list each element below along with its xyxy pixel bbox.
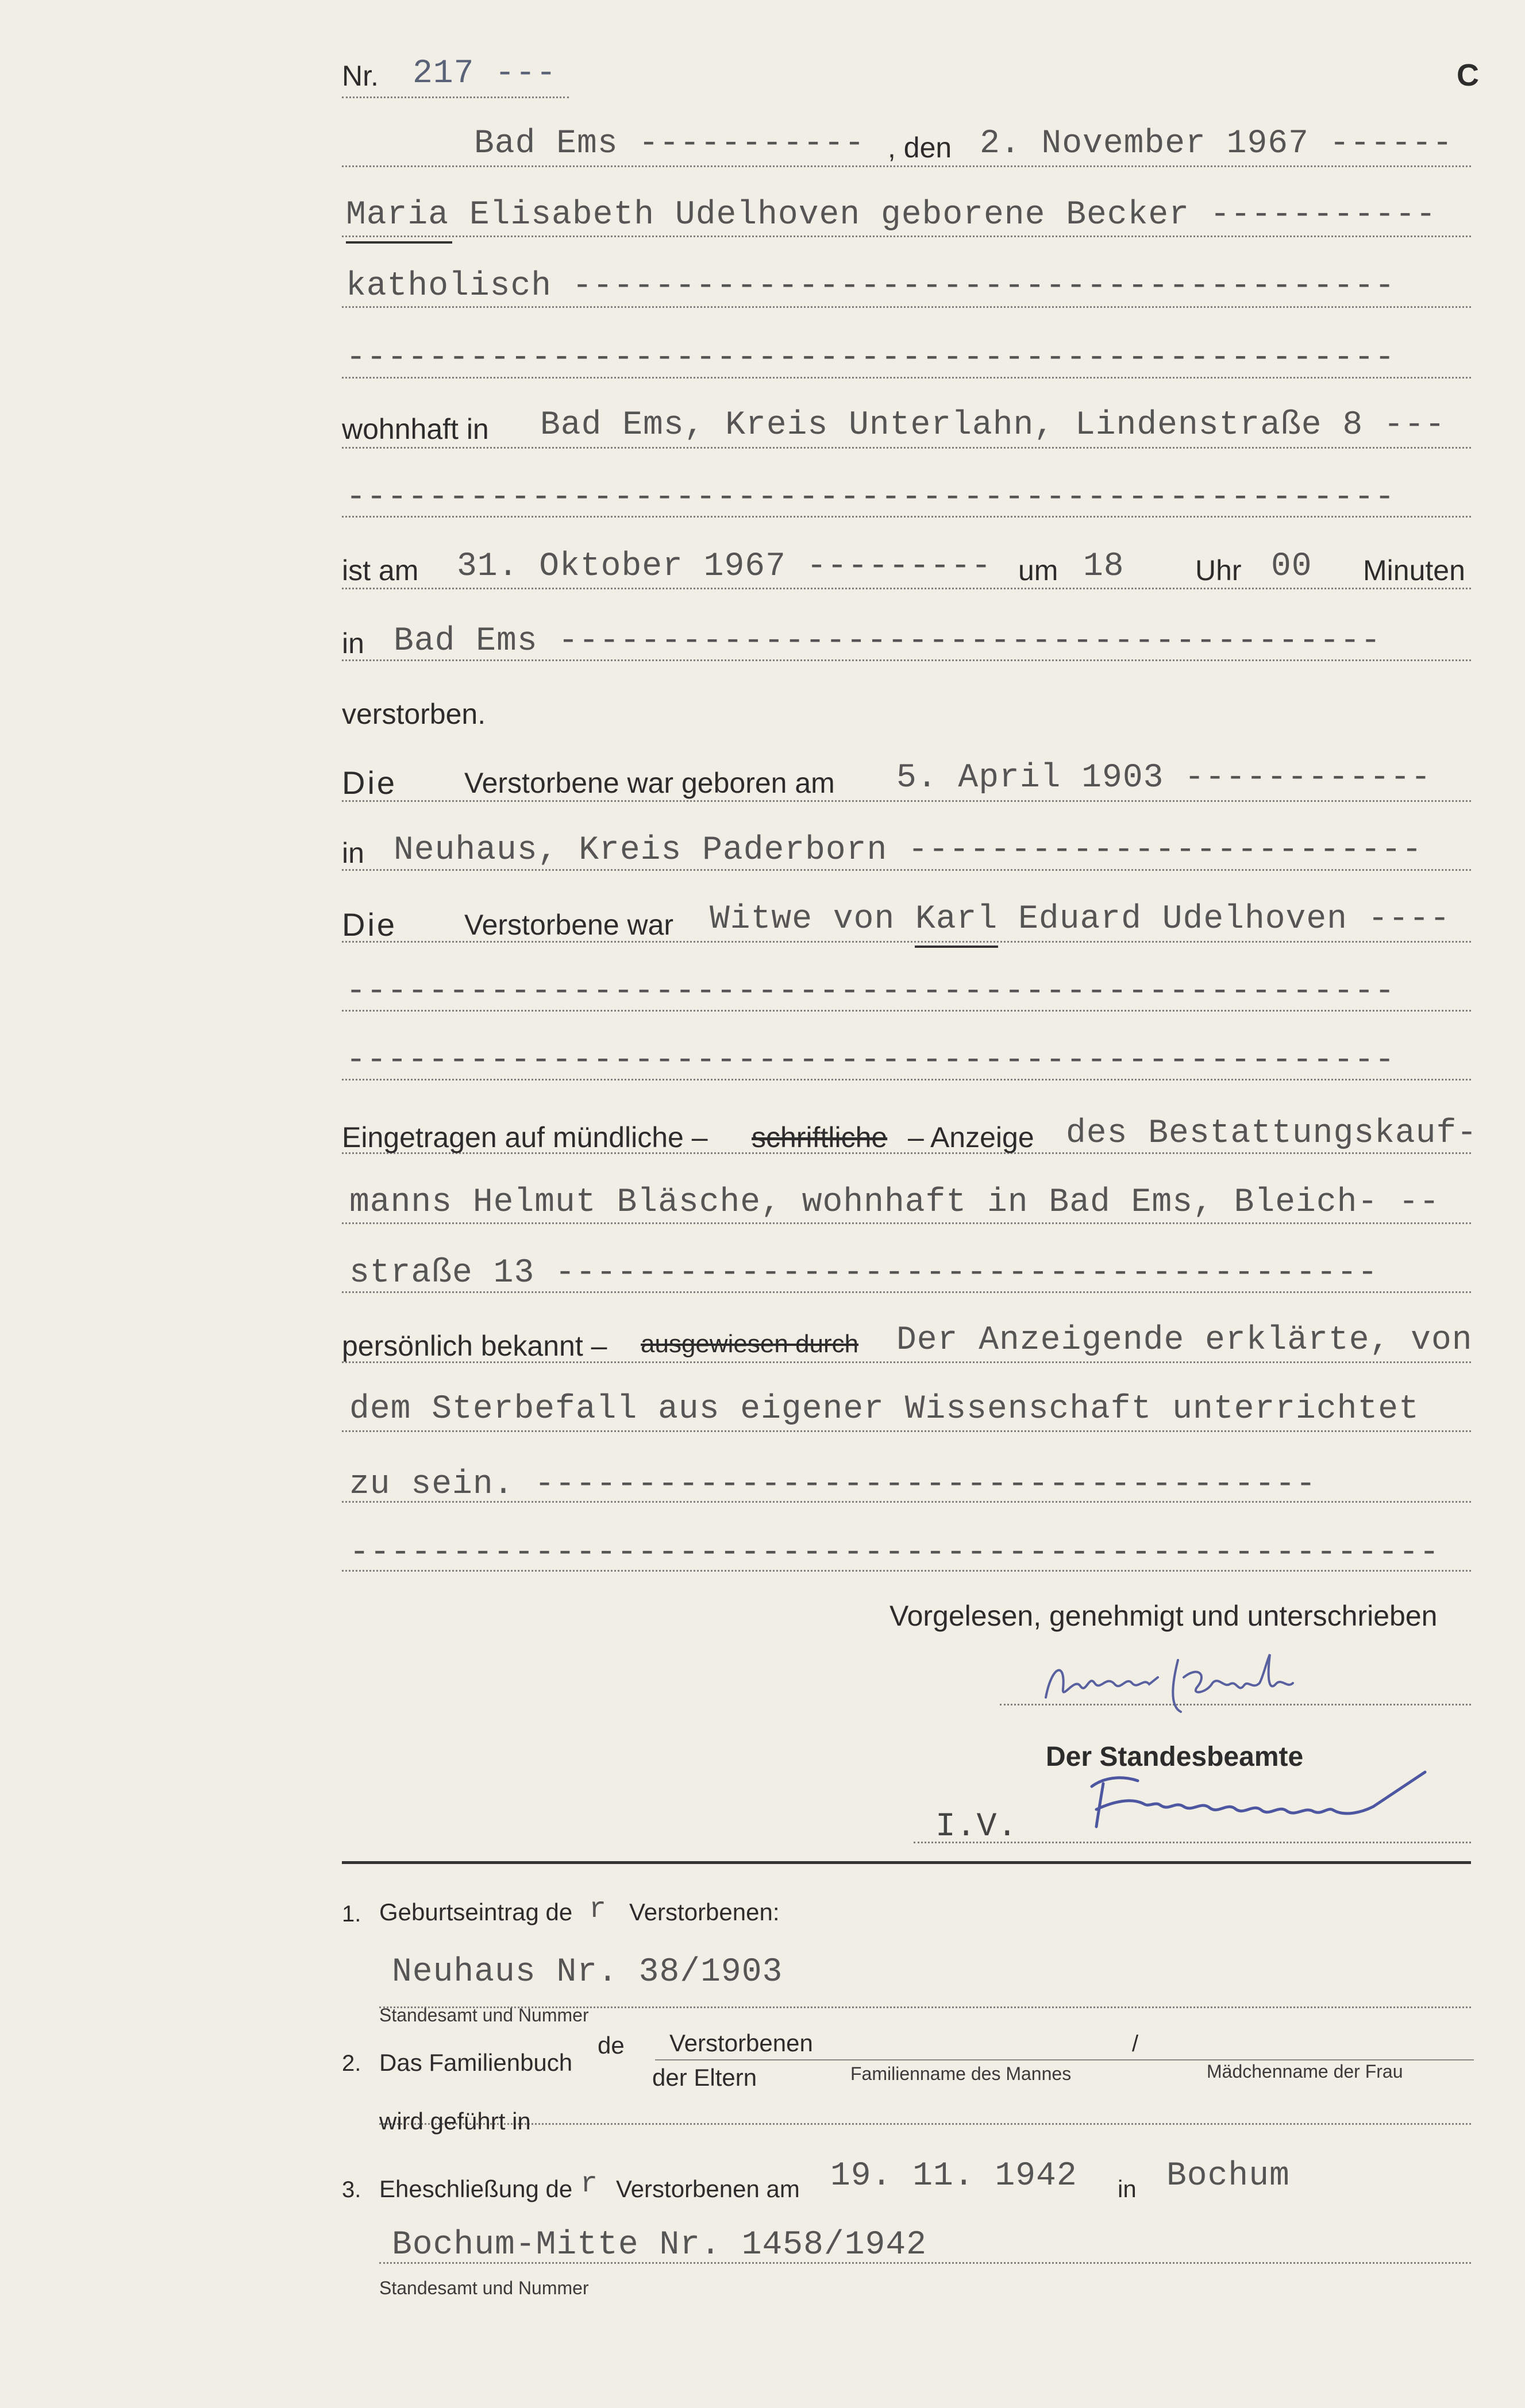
residence-value: Bad Ems, Kreis Unterlahn, Lindenstraße 8 --- xyxy=(540,407,1446,444)
um-label: um xyxy=(1018,554,1058,586)
verstorben-label: verstorben. xyxy=(342,698,486,730)
known-label: persönlich bekannt – xyxy=(342,1330,607,1362)
registration-struck-1: schriftliche xyxy=(752,1121,888,1153)
note3-value: Bochum-Mitte Nr. 1458/1942 xyxy=(392,2226,927,2264)
ist-am-label: ist am xyxy=(342,554,419,586)
note1-label-a: Geburtseintrag de xyxy=(379,1898,573,1925)
residence-blank: --------------------------------------------------- xyxy=(346,479,1396,516)
blank-fill-1: --------------------------------------------------- xyxy=(346,339,1396,377)
note2-caption-1: Familienname des Mannes xyxy=(850,2063,1072,2084)
note2-slash: / xyxy=(1132,2031,1139,2056)
note1-caption: Standesamt und Nummer xyxy=(379,2005,589,2025)
minuten-label: Minuten xyxy=(1363,554,1465,586)
nr-value: 217 --- xyxy=(413,55,557,92)
religion-value: katholisch ---------------------------------------- xyxy=(346,268,1396,305)
note2-de: de xyxy=(598,2032,625,2059)
date-value: 2. November 1967 ------ xyxy=(980,125,1453,163)
note1-num: 1. xyxy=(342,1901,361,1927)
registration-label-2: – Anzeige xyxy=(908,1121,1034,1153)
registration-value-2: manns Helmut Bläsche, wohnhaft in Bad Ems, Bleich- -- xyxy=(349,1184,1440,1221)
read-approved-label: Vorgelesen, genehmigt und unterschrieben xyxy=(889,1600,1438,1632)
note3-place: Bochum xyxy=(1166,2158,1290,2195)
death-minute: 00 xyxy=(1271,548,1312,585)
birth-text: Verstorbene war geboren am xyxy=(464,767,835,799)
marital-value: Witwe von Karl Eduard Udelhoven ---- xyxy=(710,901,1451,938)
note2-label: Das Familienbuch xyxy=(379,2049,573,2076)
registration-blank: ----------------------------------------------------- xyxy=(349,1534,1440,1572)
note1-label-b: Verstorbenen: xyxy=(629,1898,780,1925)
note3-label-b: Verstorbenen am xyxy=(616,2175,800,2202)
note2-label-2: wird geführt in xyxy=(379,2108,531,2135)
marital-die-label: Die xyxy=(342,906,398,943)
registration-value-1: des Bestattungskauf- xyxy=(1066,1115,1478,1152)
note3-suffix: r xyxy=(580,2168,599,2201)
note2-num: 2. xyxy=(342,2051,361,2076)
note1-value: Neuhaus Nr. 38/1903 xyxy=(392,1954,783,1991)
birth-date: 5. April 1903 ------------ xyxy=(896,759,1431,797)
registration-value-5: dem Sterbefall aus eigener Wissenschaft unterrichtet xyxy=(349,1391,1419,1428)
marital-blank-2: --------------------------------------------------- xyxy=(346,1042,1396,1079)
den-label: , den xyxy=(888,132,952,164)
note2-caption-2: Mädchenname der Frau xyxy=(1207,2061,1403,2082)
birth-die-label: Die xyxy=(342,765,398,801)
marital-blank-1: --------------------------------------------------- xyxy=(346,973,1396,1010)
death-place: Bad Ems ---------------------------------------- xyxy=(394,623,1381,660)
form-letter: C xyxy=(1457,58,1479,92)
note3-num: 3. xyxy=(342,2177,361,2202)
death-date: 31. Oktober 1967 --------- xyxy=(457,548,992,585)
place-value: Bad Ems ----------- xyxy=(474,125,865,163)
line-note2 xyxy=(379,2055,1471,2125)
registrar-label: Der Standesbeamte xyxy=(1046,1742,1304,1772)
nr-label: Nr. xyxy=(342,60,379,92)
note1-suffix: r xyxy=(589,1893,607,1926)
marital-text: Verstorbene war xyxy=(464,909,674,941)
note3-label-a: Eheschließung de xyxy=(379,2175,573,2202)
note3-caption: Standesamt und Nummer xyxy=(379,2278,589,2298)
registration-value-3: straße 13 ---------------------------------------- xyxy=(349,1255,1378,1292)
birth-place: Neuhaus, Kreis Paderborn ------------------------- xyxy=(394,832,1423,869)
person-name: Maria Elisabeth Udelhoven geborene Becker ----------- xyxy=(346,196,1437,234)
section-divider xyxy=(342,1801,1471,1864)
note2-opt1: Verstorbenen xyxy=(669,2029,813,2056)
note2-opt2: der Eltern xyxy=(652,2064,757,2091)
registration-value-6: zu sein. -------------------------------------- xyxy=(349,1466,1316,1503)
informant-signature xyxy=(1034,1643,1333,1718)
death-hour: 18 xyxy=(1083,548,1125,585)
registration-struck-2: ausgewiesen durch xyxy=(641,1330,859,1358)
residence-label: wohnhaft in xyxy=(342,413,489,445)
registration-label-1: Eingetragen auf mündliche – xyxy=(342,1121,708,1153)
in-label-birth: in xyxy=(342,837,364,869)
note3-date: 19. 11. 1942 xyxy=(830,2158,1077,2195)
uhr-label: Uhr xyxy=(1195,554,1242,586)
registration-value-4: Der Anzeigende erklärte, von xyxy=(896,1322,1473,1359)
iv-label: I.V. xyxy=(935,1808,1018,1846)
in-label-death: in xyxy=(342,627,364,659)
note3-in: in xyxy=(1118,2175,1137,2202)
